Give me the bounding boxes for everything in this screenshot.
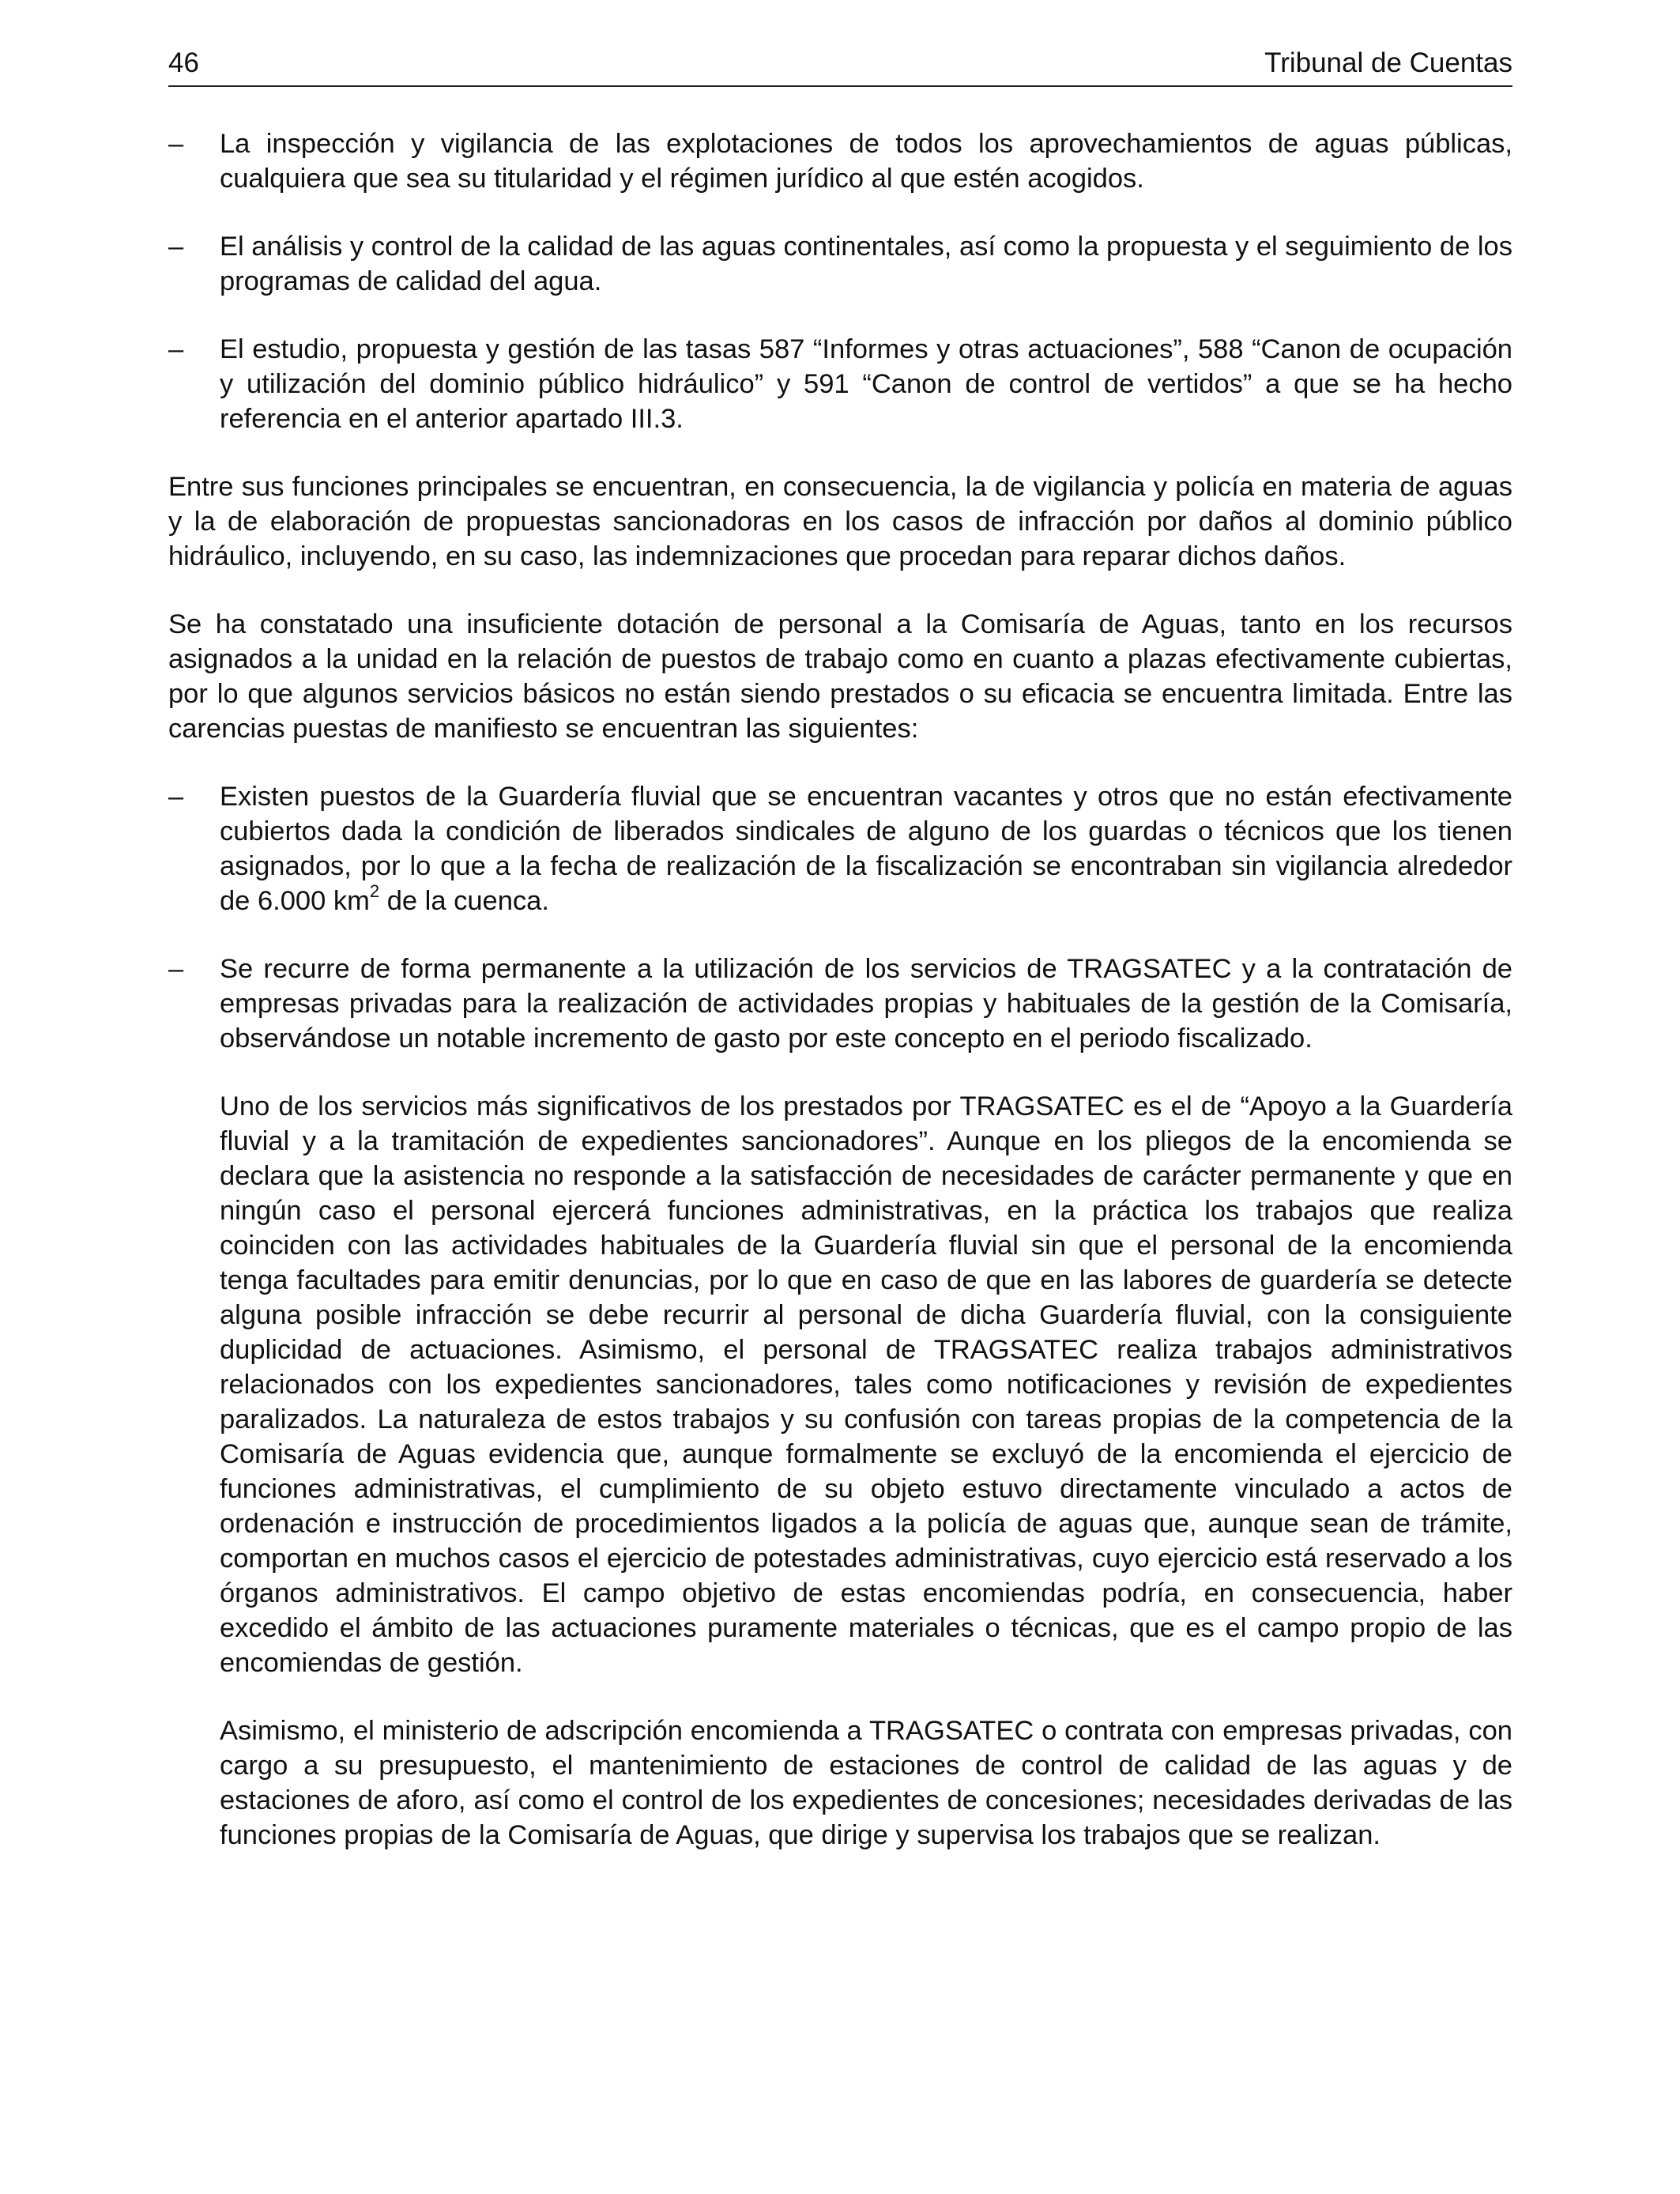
list-item	[168, 126, 1512, 196]
list-item-text	[220, 782, 1512, 916]
dash-bullet: –	[168, 954, 184, 984]
paragraph-staffing: Se ha constatado una insuficiente dotación de personal a la Comisaría de Aguas, tanto en los recursos asignados a la unidad en la relación de puestos de trabajo como en cuanto a plazas efectivamente cubiertas, por lo que algunos servicios básicos no están siendo prestados o su eficacia se encuentra limitada. Entre las carencias puestas de manifiesto se encuentran las siguientes:	[168, 609, 1512, 744]
page-number: 46	[168, 47, 199, 78]
superscript: 2	[369, 880, 380, 901]
document-body	[168, 126, 1512, 1886]
dash-bullet: –	[168, 782, 184, 812]
dash-bullet: –	[168, 129, 184, 159]
list-item-text: El estudio, propuesta y gestión de las tasas 587 “Informes y otras actuaciones”, 588 “Canon de ocupación y utilización del dominio público hidráulico” y 591 “Canon de control de vertidos” a que se ha hecho referencia en el anterior apartado III.3.	[220, 334, 1512, 434]
list-item	[168, 229, 1512, 299]
header-title: Tribunal de Cuentas	[1264, 47, 1512, 78]
guard-text-end: de la cuenca.	[379, 886, 549, 916]
dash-bullet: –	[168, 232, 184, 262]
list-item	[168, 952, 1512, 1056]
paragraph-functions: Entre sus funciones principales se encuentran, en consecuencia, la de vigilancia y policía en materia de aguas y la de elaboración de propuestas sancionadoras en los casos de infracción por daños al dominio público hidráulico, incluyendo, en su caso, las indemnizaciones que procedan para reparar dichos daños.	[168, 472, 1512, 571]
paragraph-ministry: Asimismo, el ministerio de adscripción encomienda a TRAGSATEC o contrata con empresas privadas, con cargo a su presupuesto, el mantenimiento de estaciones de control de calidad de las aguas y de estaciones de aforo, así como el control de los expedientes de concesiones; necesidades derivadas de las funciones propias de la Comisaría de Aguas, que dirige y supervisa los trabajos que se realizan.	[220, 1716, 1512, 1850]
list-item	[168, 332, 1512, 436]
list-item	[168, 779, 1512, 918]
paragraph-services: Uno de los servicios más significativos de los prestados por TRAGSATEC es el de “Apoyo a la Guardería fluvial y a la tramitación de expedientes sancionadores”. Aunque en los pliegos de la encomienda se declara que la asistencia no responde a la satisfacción de necesidades de carácter permanente y que en ningún caso el personal ejercerá funciones administrativas, en la práctica los trabajos que realiza coinciden con las actividades habituales de la Guardería fluvial sin que el personal de la encomienda tenga facultades para emitir denuncias, por lo que en caso de que en las labores de guardería se detecte alguna posible infracción se debe recurrir al personal de dicha Guardería fluvial, con la consiguiente duplicidad de actuaciones. Asimismo, el personal de TRAGSATEC realiza trabajos administrativos relacionados con los expedientes sancionadores, tales como notificaciones y revisión de expedientes paralizados. La naturaleza de estos trabajos y su confusión con tareas propias de la competencia de la Comisaría de Aguas evidencia que, aunque formalmente se excluyó de la encomienda el ejercicio de funciones administrativas, el cumplimiento de su objeto estuvo directamente vinculado a actos de ordenación e instrucción de procedimientos ligados a la policía de aguas que, aunque sean de trámite, comportan en muchos casos el ejercicio de potestades administrativas, cuyo ejercicio está reservado a los órganos administrativos. El campo objetivo de estas encomiendas podría, en consecuencia, haber excedido el ámbito de las actuaciones puramente materiales o técnicas, que es el campo propio de las encomiendas de gestión.	[220, 1091, 1512, 1678]
list-item-text: La inspección y vigilancia de las explotaciones de todos los aprovechamientos de aguas públicas, cualquiera que sea su titularidad y el régimen jurídico al que estén acogidos.	[220, 129, 1512, 194]
list-item-text: El análisis y control de la calidad de las aguas continentales, así como la propuesta y el seguimiento de los programas de calidad del agua.	[220, 232, 1512, 296]
guard-text: Existen puestos de la Guardería fluvial que se encuentran vacantes y otros que no están efectivamente cubiertos dada la condición de liberados sindicales de alguno de los guardas o técnicos que los tienen asignados, por lo que a la fecha de realización de la fiscalización se encontraban sin vigilancia alrededor de 6.000 km	[220, 782, 1512, 916]
list-item-text: Se recurre de forma permanente a la utilización de los servicios de TRAGSATEC y a la contratación de empresas privadas para la realización de actividades propias y habituales de la gestión de la Comisaría, observándose un notable incremento de gasto por este concepto en el periodo fiscalizado.	[220, 954, 1512, 1054]
page-header	[168, 46, 1512, 87]
dash-bullet: –	[168, 334, 184, 364]
